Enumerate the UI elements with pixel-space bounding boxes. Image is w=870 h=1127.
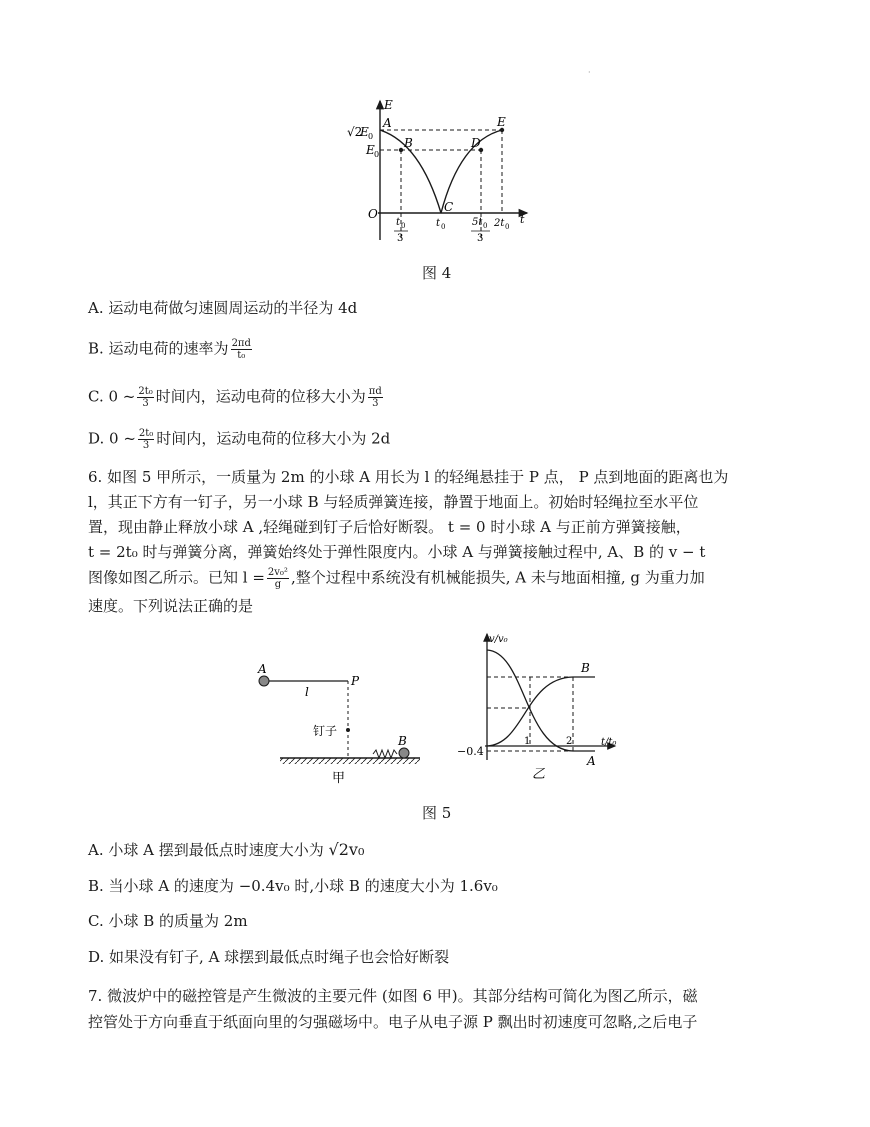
svg-text:0: 0 — [483, 222, 488, 230]
svg-text:l: l — [305, 685, 309, 699]
svg-text:B: B — [581, 661, 590, 675]
jia-ball-a — [259, 676, 269, 686]
q6-line-1: 6. 如图 5 甲所示，一质量为 2m 的小球 A 用长为 l 的轻绳悬挂于 P 点， P 点到地面的距离也为 — [88, 468, 729, 486]
svg-text:0: 0 — [401, 222, 406, 230]
q6-option-a: A. 小球 A 摆到最低点时速度大小为 √2v₀ — [88, 840, 365, 859]
svg-text:1: 1 — [524, 736, 531, 747]
fig4-sqrt2: √2 — [347, 125, 363, 139]
q5-option-b: B. 运动电荷的速率为 $\frac{2\pi d}{\text{t₀}}$ — [88, 338, 251, 361]
figure-5-jia — [255, 660, 425, 790]
svg-text:t: t — [436, 218, 441, 229]
corner-mark: · — [588, 68, 591, 77]
q6-line-4: t = 2t₀ 时与弹簧分离，弹簧始终处于弹性限度内。小球 A 与弹簧接触过程中, A、B 的 v − t — [88, 543, 706, 561]
q6-option-d: D. 如果没有钉子, A 球摆到最低点时绳子也会恰好断裂 — [88, 948, 450, 966]
fig4-label-d: D — [471, 136, 481, 150]
figure-4-caption: 图 4 — [422, 264, 452, 282]
svg-text:A: A — [258, 662, 267, 676]
svg-text:2: 2 — [566, 736, 573, 747]
fig4-e0-top-sub: 0 — [368, 132, 374, 141]
q7-line-1: 7. 微波炉中的磁控管是产生微波的主要元件 (如图 6 甲)。其部分结构可简化为图乙所示，磁 — [88, 987, 698, 1005]
svg-text:3: 3 — [477, 233, 484, 244]
svg-text:A: A — [587, 754, 596, 768]
figure-5-caption: 图 5 — [422, 804, 452, 822]
q6-line-6: 速度。下列说法正确的是 — [88, 597, 254, 615]
svg-text:v/v₀: v/v₀ — [489, 634, 508, 645]
fig4-label-e: E — [497, 115, 506, 129]
fig4-point-b — [399, 148, 403, 152]
jia-spring — [373, 750, 397, 758]
fig4-e0: E — [366, 143, 375, 157]
figure-4-graph — [330, 95, 540, 255]
yi-curve-b — [487, 677, 595, 746]
q7-line-2: 控管处于方向垂直于纸面向里的匀强磁场中。电子从电子源 P 飘出时初速度可忽略,之后电子 — [88, 1013, 698, 1031]
svg-text:0: 0 — [441, 223, 446, 231]
fig4-label-c: C — [444, 200, 454, 214]
q5-option-c: C. 0 ~ $\frac{\text{2t₀}}{3}$ 时间内，运动电荷的位移大小为 $\frac{\pi d}{3}$ — [88, 386, 382, 409]
q6-option-c: C. 小球 B 的质量为 2m — [88, 912, 248, 930]
jia-ball-b — [399, 748, 409, 758]
fig4-origin: O — [368, 207, 378, 221]
svg-text:甲: 甲 — [332, 771, 346, 786]
svg-text:B: B — [398, 734, 407, 748]
fig4-e0-top: E — [360, 125, 369, 139]
q6-line-3: 置，现由静止释放小球 A ,轻绳碰到钉子后恰好断裂。 t = 0 时小球 A 与正前方弹簧接触， — [88, 518, 691, 536]
svg-text:t: t — [396, 217, 401, 228]
svg-text:5t: 5t — [472, 217, 483, 228]
svg-text:0: 0 — [505, 223, 510, 231]
svg-text:钉子: 钉子 — [313, 724, 338, 738]
q6-option-b: B. 当小球 A 的速度为 −0.4v₀ 时,小球 B 的速度大小为 1.6v₀ — [88, 877, 498, 895]
fig4-y-label: E — [384, 98, 393, 112]
svg-text:2t: 2t — [494, 218, 505, 229]
svg-text:P: P — [351, 674, 360, 688]
svg-text:3: 3 — [397, 233, 404, 244]
q5-option-d: D. 0 ~ $\frac{\text{2t₀}}{3}$ 时间内，运动电荷的位移大小为 2d — [88, 428, 391, 451]
q6-line-5: 图像如图乙所示。已知 l = $\frac{\text{2v₀²}}{g}$ ,整个过程中系统没有机械能损失, A 未与地面相撞, g 为重力加 — [88, 567, 705, 590]
q6-line-2: l，其正下方有一钉子，另一小球 B 与轻质弹簧连接，静置于地面上。初始时轻绳拉至水平位 — [88, 493, 699, 511]
svg-text:t/t₀: t/t₀ — [601, 737, 617, 748]
svg-text:乙: 乙 — [532, 767, 546, 782]
figure-5-yi — [455, 628, 635, 790]
yi-curve-a — [487, 650, 595, 751]
fig4-e0-sub: 0 — [374, 150, 380, 159]
fig4-x-label: t — [520, 213, 525, 226]
fig4-label-a: A — [383, 116, 392, 130]
q5-b-fraction: $\frac{2\pi d}{\text{t₀}}$ — [231, 338, 251, 361]
jia-nail — [346, 728, 350, 732]
fig4-label-b: B — [404, 136, 413, 150]
q5-option-a: A. 运动电荷做匀速圆周运动的半径为 4d — [88, 299, 358, 317]
svg-text:−0.4: −0.4 — [457, 745, 484, 758]
